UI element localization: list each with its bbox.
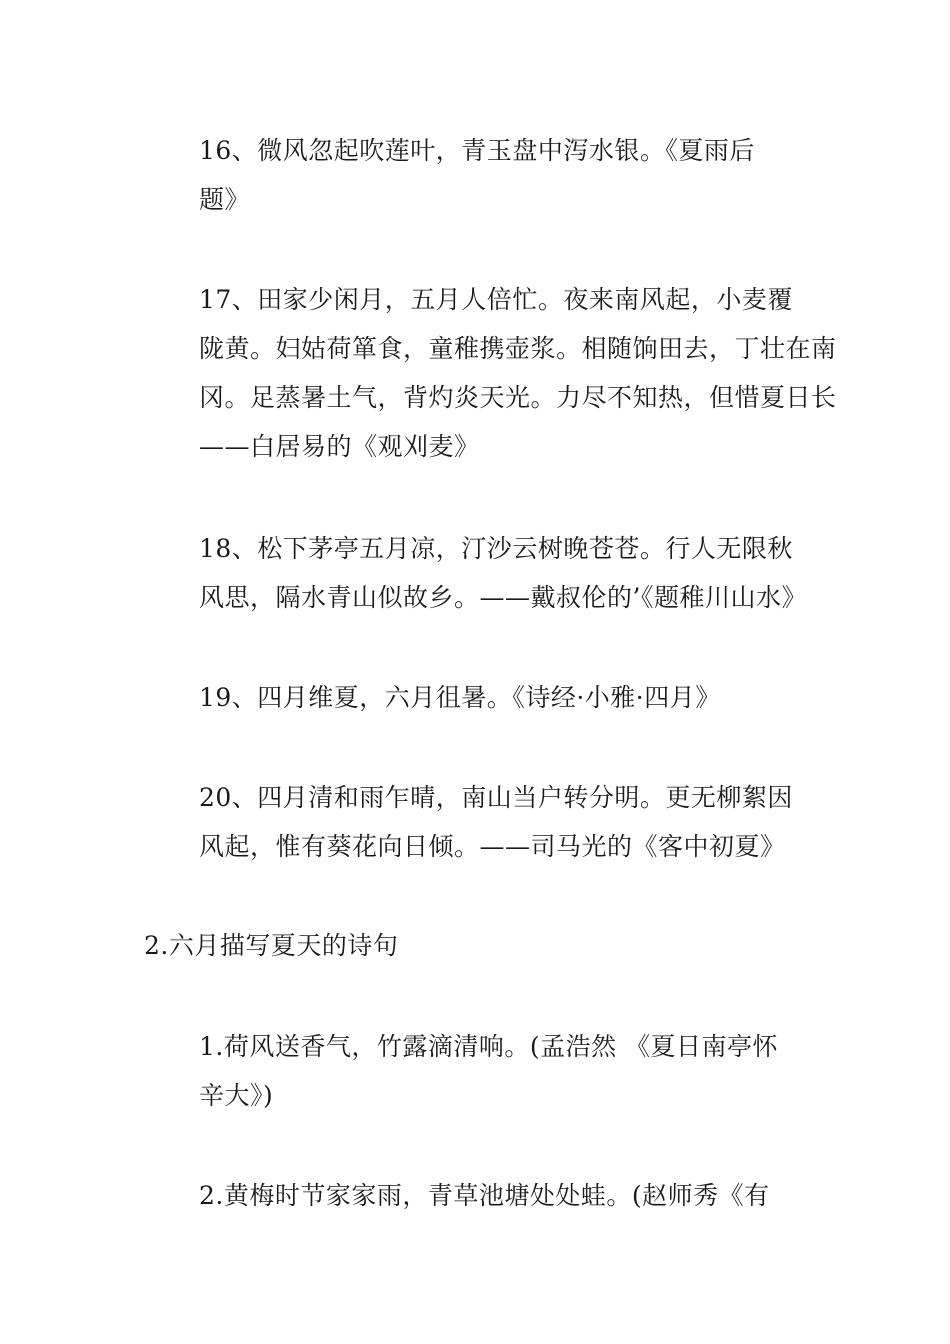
june-poem-1-paragraph	[144, 1022, 810, 1120]
poem-17-paragraph	[144, 275, 837, 471]
text-line: 陇黄。妇姑荷箪食，童稚携壶浆。相随饷田去，丁壮在南	[199, 334, 837, 363]
poem-19-paragraph	[144, 673, 810, 722]
poem-20-paragraph	[144, 773, 810, 871]
text-line: 20、四月清和雨乍晴，南山当户转分明。更无柳絮因	[199, 783, 793, 812]
text-line: 1.荷风送香气，竹露滴清响。(孟浩然 《夏日南亭怀	[199, 1032, 779, 1061]
text-line: 17、田家少闲月，五月人倍忙。夜来南风起，小麦覆	[199, 285, 793, 314]
text-line: 19、四月维夏，六月徂暑。《诗经·小雅·四月》	[199, 683, 721, 712]
text-line: 16、微风忽起吹莲叶，青玉盘中泻水银。《夏雨后	[199, 136, 755, 165]
poem-16-paragraph	[144, 126, 810, 224]
text-line: 2.六月描写夏天的诗句	[144, 931, 399, 960]
text-line: 题》	[199, 185, 251, 214]
section-heading	[144, 921, 810, 970]
text-line: 风起，惟有葵花向日倾。——司马光的《客中初夏》	[199, 832, 786, 861]
text-line: 风思，隔水青山似故乡。——戴叔伦的’《题稚川山水》	[199, 583, 807, 612]
text-line: 2.黄梅时节家家雨，青草池塘处处蛙。(赵师秀《有	[199, 1181, 770, 1210]
june-poem-2-paragraph	[144, 1171, 810, 1220]
poem-18-paragraph	[144, 524, 810, 622]
text-line: 辛大》)	[199, 1081, 274, 1110]
text-line: ——白居易的《观刈麦》	[199, 432, 480, 461]
text-line: 冈。足蒸暑土气，背灼炎天光。力尽不知热，但惜夏日长	[199, 383, 837, 412]
text-line: 18、松下茅亭五月凉，汀沙云树晚苍苍。行人无限秋	[199, 534, 793, 563]
